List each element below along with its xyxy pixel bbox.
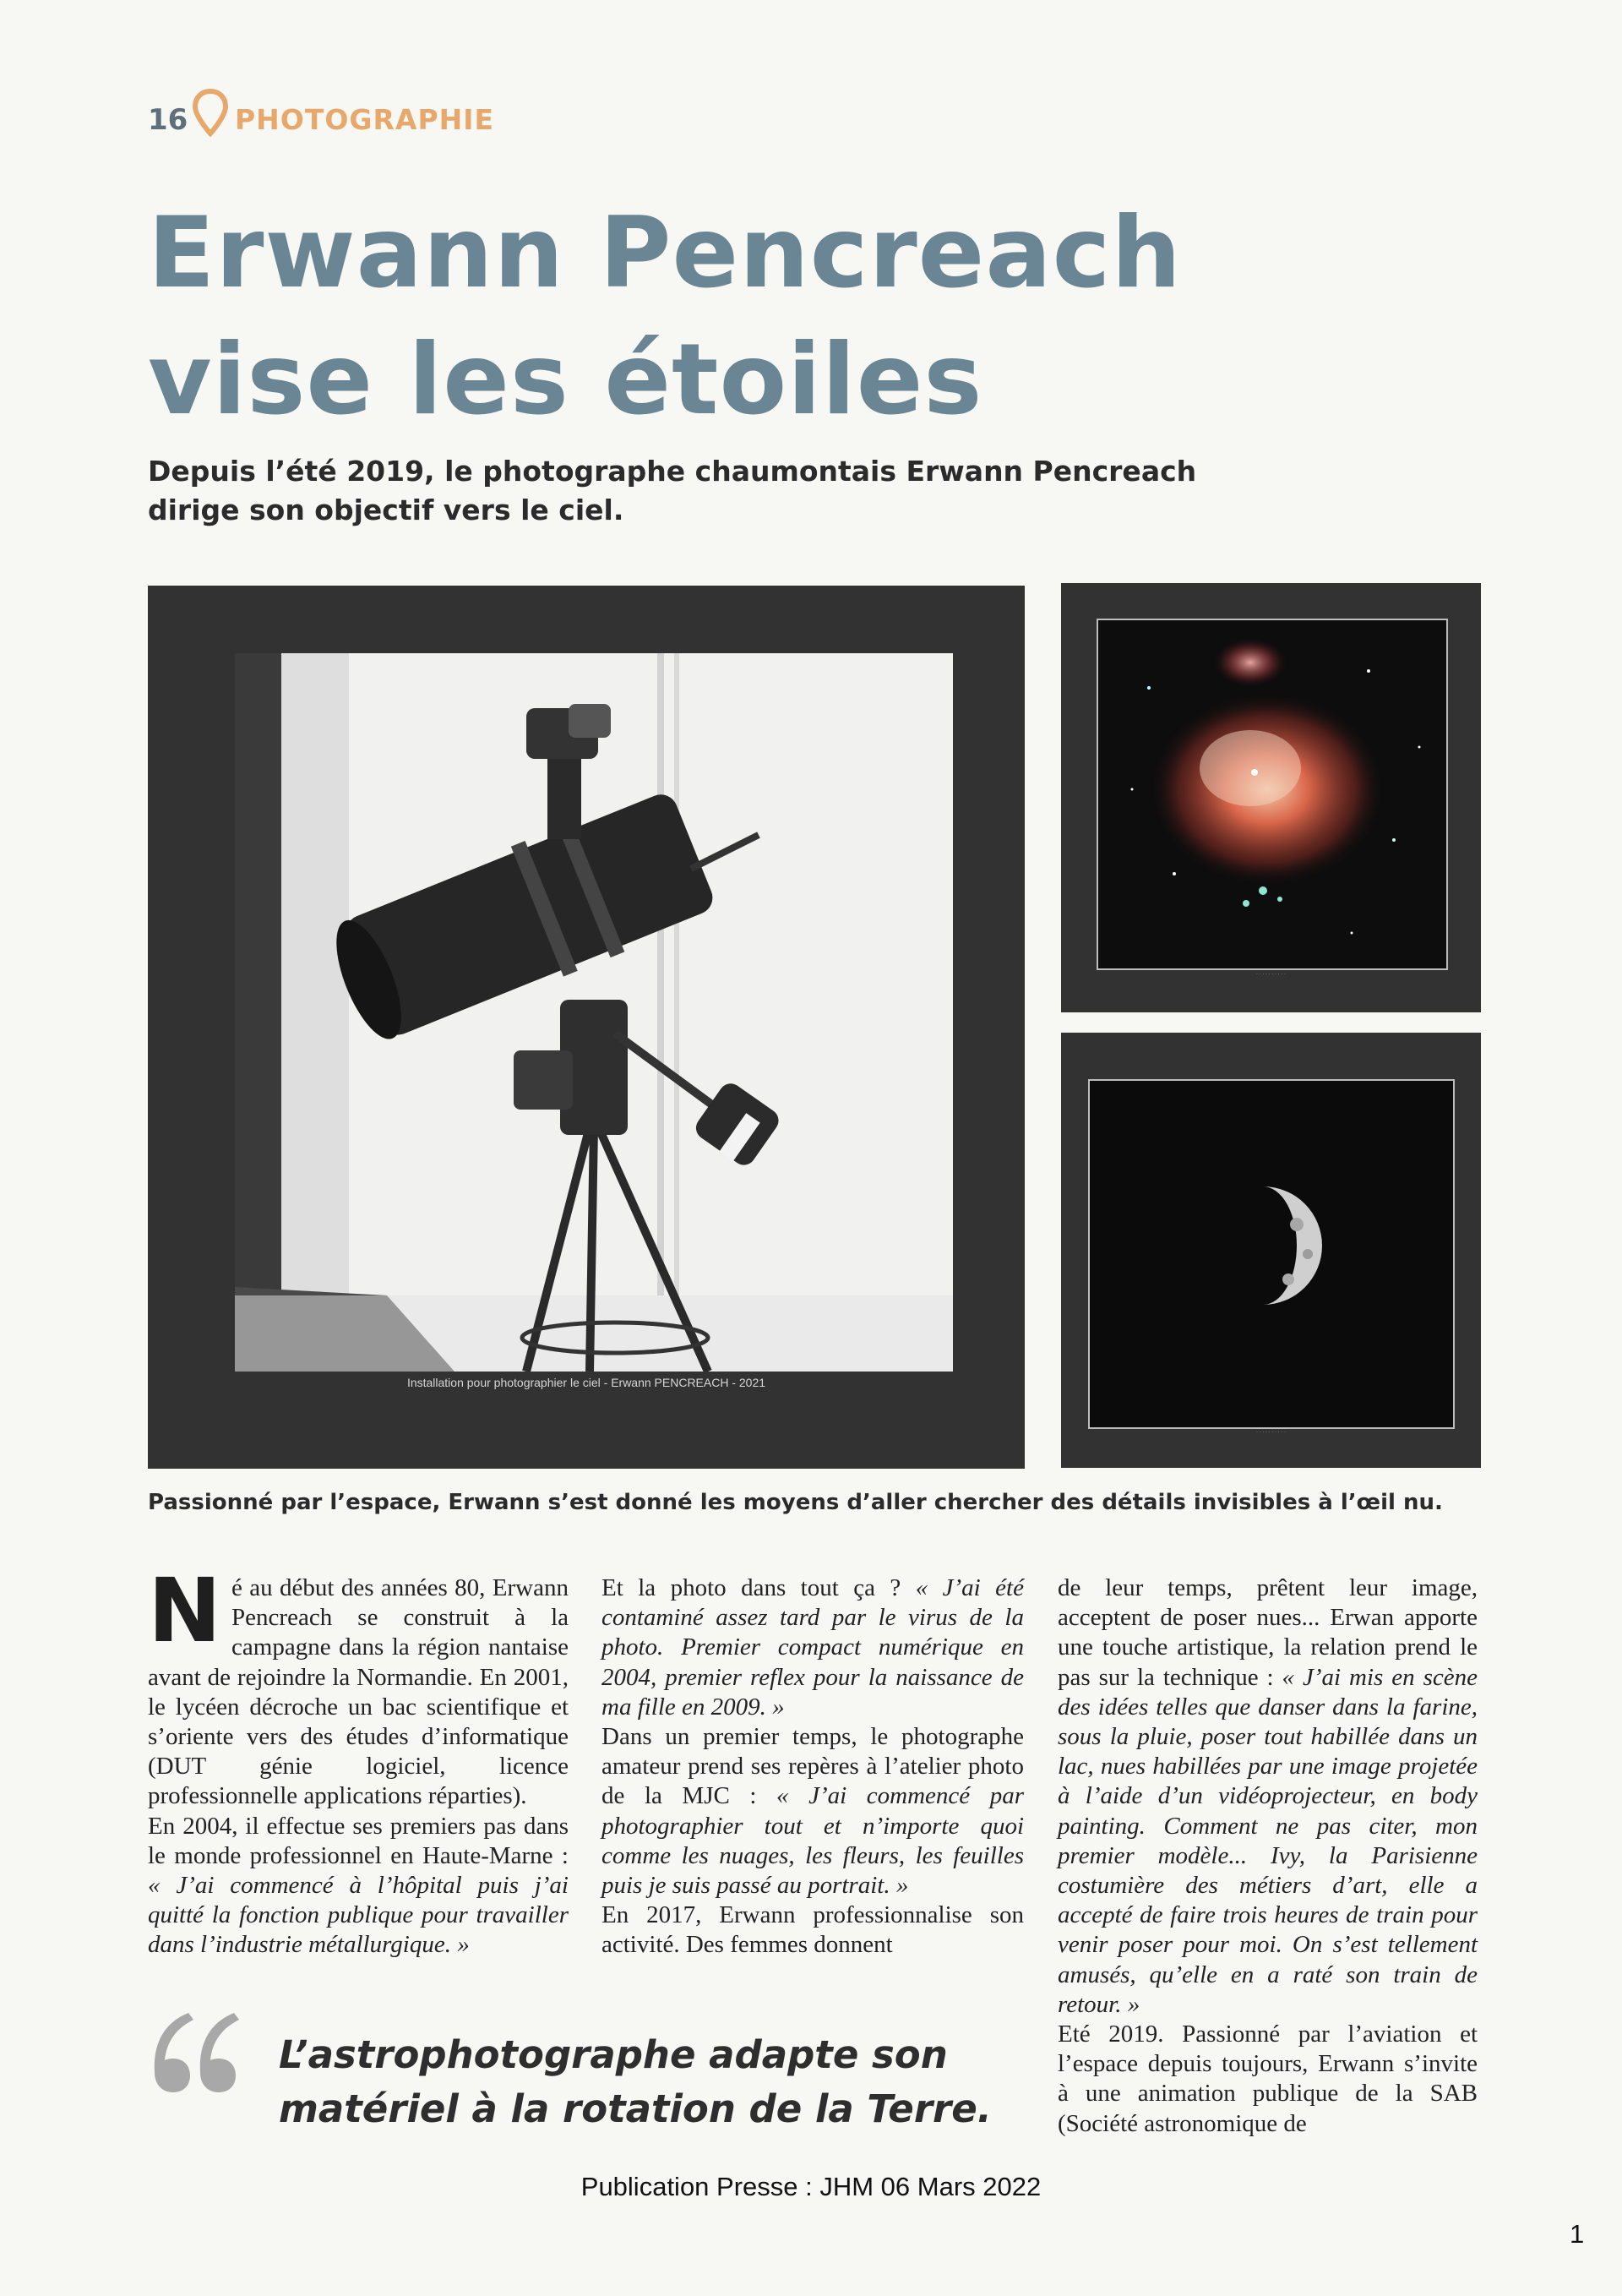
telescope-photo-image xyxy=(235,653,953,1372)
page-number: 16 xyxy=(148,103,188,137)
orion-nebula-photo xyxy=(1061,583,1481,1012)
article-column-2 xyxy=(601,1573,1024,1961)
quote: « J’ai commencé par photographier tout et n’importe quoi comme les nuages, les fleurs, les feuilles puis je suis passé au portrait. » xyxy=(601,1782,1024,1900)
article-dek: Depuis l’été 2019, le photographe chaumontais Erwann Pencreach dirige son objectif vers le ciel. xyxy=(148,455,1197,526)
article-column-1 xyxy=(148,1559,569,1961)
paragraph: Né au début des années 80, Erwann Pencreach se construit à la campagne dans la région nantaise avant de rejoindre la Normandie. En 2001, le lycéen décroche un bac scientifique et s’oriente vers des études d’informatique (DUT génie logiciel, licence professionnelle applications réparties). xyxy=(148,1559,569,1810)
moon-illustration xyxy=(1090,1081,1453,1427)
section-label: PHOTOGRAPHIE xyxy=(235,103,495,136)
paragraph: de leur temps, prêtent leur image, acceptent de poser nues... Erwan apporte une touche artistique, la relation prend le pas sur la technique : « J’ai mis en scène des idées telles que danser dans la farine, sous la pluie, poser tout habillée dans un lac, nues habillées par une image projetée à l’aide d’un vidéoprojecteur, en body painting. Comment ne pas citer, mon premier modèle... Ivy, la Parisienne costumière des métiers d’art, elle a accepté de faire trois heures de train pour venir poser pour moi. On s’est tellement amusés, qu’elle en a raté son train de retour. » xyxy=(1058,1574,1478,2018)
drop-cap: N xyxy=(148,1559,222,1662)
paragraph: En 2017, Erwann professionnalise son activité. Des femmes donnent xyxy=(601,1901,1024,1959)
location-pin-icon xyxy=(190,88,231,137)
quote: « J’ai été contaminé assez tard par le virus de la photo. Premier compact numérique en 2004, premier reflex pour la naissance de ma fille en 2009. » xyxy=(601,1574,1024,1721)
telescope-photo-credit: Installation pour photographier le ciel - Erwann PENCREACH - 2021 xyxy=(406,1376,766,1389)
paragraph: Eté 2019. Passionné par l’aviation et l’espace depuis toujours, Erwann s’invite à une animation publique de la SAB (Société astronomique de xyxy=(1058,2021,1478,2137)
sheet-number: 1 xyxy=(1570,2219,1585,2249)
pull-quote: L’astrophotographe adapte son matériel à la rotation de la Terre. xyxy=(279,2032,992,2131)
publication-footer: Publication Presse : JHM 06 Mars 2022 xyxy=(580,2172,1042,2201)
quote: « J’ai mis en scène des idées telles que danser dans la farine, sous la pluie, poser tout habillée dans un lac, nues habillées par une image projetée à l’aide d’un vidéoprojecteur, en body painting. Comment ne pas citer, mon premier modèle... Ivy, la Parisienne costumière des métiers d’art, elle a accepté de faire trois heures de train pour venir poser pour moi. On s’est tellement amusés, qu’elle en a raté son train de retour. » xyxy=(1058,1663,1478,2018)
orion-nebula-image xyxy=(1097,619,1448,970)
telescope-illustration xyxy=(235,653,953,1372)
quote-mark-icon xyxy=(148,2004,241,2097)
article-column-3 xyxy=(1058,1573,1478,2139)
nebula-illustration xyxy=(1098,620,1446,968)
paragraph: Dans un premier temps, le photographe amateur prend ses repères à l’atelier photo de la MJC : « J’ai commencé par photographier tout et n’importe quoi comme les nuages, les fleurs, les feuilles puis je suis passé au portrait. » xyxy=(601,1723,1024,1900)
quote: « J’ai commencé à l’hôpital puis j’ai quitté la fonction publique pour travailler dans l’industrie métallurgique. » xyxy=(148,1872,569,1959)
article-headline: Erwann Pencreach vise les étoiles xyxy=(148,196,1182,437)
paragraph: Et la photo dans tout ça ? « J’ai été contaminé assez tard par le virus de la photo. Premier compact numérique en 2004, premier reflex pour la naissance de ma fille en 2009. » xyxy=(601,1574,1024,1721)
moon-image xyxy=(1088,1079,1455,1429)
moon-photo xyxy=(1061,1033,1481,1468)
photo-caption: Passionné par l’espace, Erwann s’est donné les moyens d’aller chercher des détails invisibles à l’œil nu. xyxy=(148,1490,1443,1515)
telescope-photo xyxy=(148,586,1025,1469)
nebula-photo-credit: · · · · · · · · · · xyxy=(1256,972,1286,977)
moon-photo-credit: · · · · · · · · · · xyxy=(1256,1430,1286,1435)
paragraph: En 2004, il effectue ses premiers pas dans le monde professionnel en Haute-Marne : « J’ai commencé à l’hôpital puis j’ai quitté la fonction publique pour travailler dans l’industrie métallurgique. » xyxy=(148,1812,569,1959)
